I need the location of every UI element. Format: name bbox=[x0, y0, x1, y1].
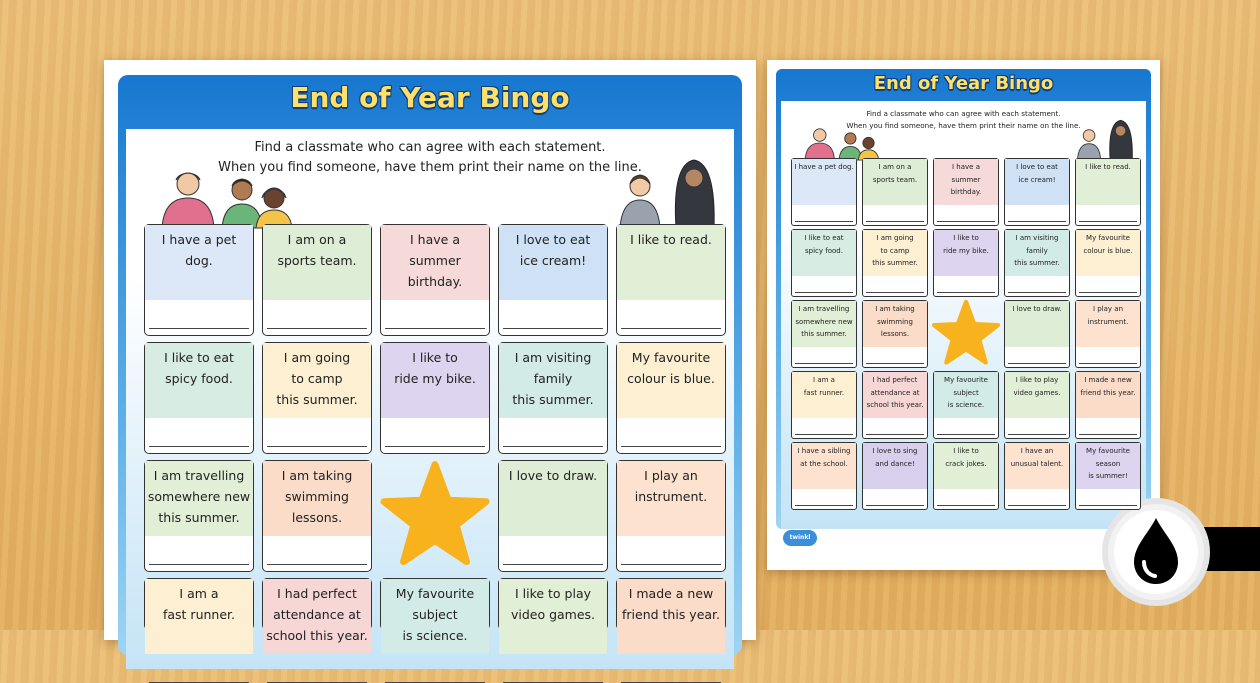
small-bingo-card bbox=[933, 442, 999, 510]
small-bingo-card bbox=[862, 442, 928, 510]
small-card-statement: My favourite colour is blue. bbox=[1083, 234, 1133, 255]
small-card-statement: I love to draw. bbox=[1012, 305, 1062, 313]
bingo-card bbox=[144, 224, 254, 336]
small-card-statement: I have a pet dog. bbox=[794, 163, 854, 171]
small-name-line[interactable] bbox=[1079, 434, 1137, 435]
small-sheet-title: End of Year Bingo bbox=[873, 73, 1054, 94]
instruction-line-2: When you find someone, have them print their name on the line. bbox=[218, 160, 642, 175]
small-children-illustration-right bbox=[1073, 118, 1139, 160]
name-line[interactable] bbox=[621, 446, 721, 447]
small-bingo-card bbox=[1075, 229, 1141, 297]
small-card-statement: I like to read. bbox=[1085, 163, 1131, 171]
name-line[interactable] bbox=[267, 328, 367, 329]
small-bingo-card bbox=[1004, 158, 1070, 226]
small-card-statement: I made a new friend this year. bbox=[1080, 376, 1136, 397]
small-bingo-card bbox=[862, 229, 928, 297]
small-bingo-card bbox=[791, 371, 857, 439]
small-name-line[interactable] bbox=[1079, 221, 1137, 222]
small-star-icon bbox=[931, 299, 1001, 369]
card-statement: I like to read. bbox=[630, 232, 712, 247]
small-card-statement: I am travelling somewhere new this summer. bbox=[795, 305, 853, 338]
card-statement: I am going to camp this summer. bbox=[276, 350, 358, 407]
card-statement: I love to draw. bbox=[508, 468, 598, 483]
small-card-statement: I like to play video games. bbox=[1013, 376, 1061, 397]
bingo-card bbox=[616, 578, 726, 630]
small-bingo-card bbox=[791, 300, 857, 368]
small-name-line[interactable] bbox=[866, 221, 924, 222]
small-bingo-card bbox=[862, 300, 928, 368]
small-name-line[interactable] bbox=[795, 221, 853, 222]
small-name-line[interactable] bbox=[1079, 292, 1137, 293]
name-line[interactable] bbox=[503, 564, 603, 565]
name-line[interactable] bbox=[503, 446, 603, 447]
bingo-card bbox=[498, 224, 608, 336]
ink-drop-badge[interactable] bbox=[1108, 504, 1204, 600]
name-line[interactable] bbox=[621, 564, 721, 565]
bingo-card bbox=[498, 578, 608, 630]
small-name-line[interactable] bbox=[1079, 363, 1137, 364]
small-card-statement: I play an instrument. bbox=[1087, 305, 1129, 326]
small-card-statement: I am visiting family this summer. bbox=[1014, 234, 1060, 267]
card-statement: I am visiting family this summer. bbox=[512, 350, 594, 407]
small-name-line[interactable] bbox=[795, 505, 853, 506]
small-card-statement: I am a fast runner. bbox=[803, 376, 845, 397]
bingo-card bbox=[262, 578, 372, 643]
star-icon bbox=[379, 460, 491, 572]
bingo-card bbox=[262, 224, 372, 336]
small-bingo-card bbox=[1004, 300, 1070, 368]
name-line[interactable] bbox=[385, 328, 485, 329]
bingo-card bbox=[144, 578, 254, 630]
small-bingo-card bbox=[862, 158, 928, 226]
card-statement: I had perfect attendance at school this year. bbox=[266, 586, 368, 643]
small-card-statement: I like to ride my bike. bbox=[943, 234, 989, 255]
small-children-illustration-left bbox=[799, 126, 887, 160]
bingo-card bbox=[262, 342, 372, 454]
small-name-line[interactable] bbox=[1079, 505, 1137, 506]
children-illustration-right bbox=[614, 156, 724, 228]
small-name-line[interactable] bbox=[795, 292, 853, 293]
small-name-line[interactable] bbox=[866, 505, 924, 506]
small-name-line[interactable] bbox=[1008, 434, 1066, 435]
ink-drop-icon bbox=[1108, 504, 1204, 600]
small-card-statement: I like to eat spicy food. bbox=[804, 234, 844, 255]
small-name-line[interactable] bbox=[937, 292, 995, 293]
instruction-line-1: Find a classmate who can agree with each statement. bbox=[254, 140, 606, 155]
small-name-line[interactable] bbox=[1008, 363, 1066, 364]
small-card-statement: I had perfect attendance at school this year. bbox=[866, 376, 924, 409]
card-statement: I am taking swimming lessons. bbox=[281, 468, 353, 525]
small-card-statement: My favourite season is summer! bbox=[1086, 447, 1130, 480]
small-name-line[interactable] bbox=[1008, 221, 1066, 222]
card-statement: I am travelling somewhere new this summer. bbox=[147, 468, 251, 525]
small-bingo-card bbox=[1075, 300, 1141, 368]
small-bingo-card bbox=[1004, 442, 1070, 510]
card-statement: I love to eat ice cream! bbox=[515, 232, 591, 268]
small-name-line[interactable] bbox=[1008, 505, 1066, 506]
small-card-statement: I love to sing and dance! bbox=[872, 447, 918, 468]
bingo-card bbox=[380, 224, 490, 336]
bingo-card bbox=[144, 460, 254, 572]
name-line[interactable] bbox=[267, 564, 367, 565]
large-sheet-title: End of Year Bingo bbox=[290, 81, 570, 114]
card-statement: I am on a sports team. bbox=[277, 232, 357, 268]
bingo-card bbox=[262, 460, 372, 572]
small-name-line[interactable] bbox=[795, 363, 853, 364]
bingo-card bbox=[380, 342, 490, 454]
small-bingo-card bbox=[933, 229, 999, 297]
small-name-line[interactable] bbox=[937, 434, 995, 435]
card-statement: I am a fast runner. bbox=[162, 586, 235, 622]
children-illustration-left bbox=[154, 168, 304, 228]
small-bingo-card bbox=[791, 442, 857, 510]
small-card-statement: I like to crack jokes. bbox=[945, 447, 987, 468]
small-name-line[interactable] bbox=[866, 434, 924, 435]
small-bingo-card bbox=[1004, 229, 1070, 297]
card-statement: I like to play video games. bbox=[510, 586, 596, 622]
small-bingo-card bbox=[862, 371, 928, 439]
card-statement: I made a new friend this year. bbox=[621, 586, 721, 622]
small-card-statement: I love to eat ice cream! bbox=[1016, 163, 1058, 184]
small-bingo-card bbox=[1075, 442, 1141, 510]
small-name-line[interactable] bbox=[866, 292, 924, 293]
card-statement: I like to ride my bike. bbox=[394, 350, 476, 386]
small-bingo-card bbox=[791, 229, 857, 297]
bingo-card bbox=[144, 342, 254, 454]
small-instruction-line-1: Find a classmate who can agree with each statement. bbox=[866, 109, 1061, 118]
name-line[interactable] bbox=[267, 446, 367, 447]
card-statement: I like to eat spicy food. bbox=[164, 350, 234, 386]
name-line[interactable] bbox=[385, 446, 485, 447]
small-name-line[interactable] bbox=[795, 434, 853, 435]
name-line[interactable] bbox=[149, 564, 249, 565]
small-instruction-line-2: When you find someone, have them print their name on the line. bbox=[846, 121, 1081, 130]
bingo-card bbox=[498, 342, 608, 454]
card-statement: I have a pet dog. bbox=[161, 232, 237, 268]
small-bingo-card bbox=[933, 158, 999, 226]
bingo-card bbox=[616, 460, 726, 572]
card-statement: My favourite colour is blue. bbox=[627, 350, 715, 386]
small-bingo-card bbox=[1004, 371, 1070, 439]
small-card-statement: I am on a sports team. bbox=[872, 163, 918, 184]
small-name-line[interactable] bbox=[937, 505, 995, 506]
bingo-card bbox=[498, 460, 608, 572]
name-line[interactable] bbox=[621, 328, 721, 329]
card-statement: I have a summer birthday. bbox=[407, 232, 463, 289]
twinkl-logo-text: twinkl bbox=[789, 534, 811, 541]
twinkl-logo bbox=[783, 530, 817, 546]
bingo-card bbox=[616, 342, 726, 454]
name-line[interactable] bbox=[503, 328, 603, 329]
small-card-statement: I am going to camp this summer. bbox=[872, 234, 918, 267]
bingo-card bbox=[380, 578, 490, 643]
card-statement: I play an instrument. bbox=[634, 468, 708, 504]
small-bingo-card bbox=[791, 158, 857, 226]
small-card-statement: I am taking swimming lessons. bbox=[875, 305, 915, 338]
small-card-statement: I have a sibling at the school. bbox=[797, 447, 851, 468]
small-card-statement: I have an unusual talent. bbox=[1010, 447, 1064, 468]
card-statement: My favourite subject is science. bbox=[395, 586, 475, 643]
small-bingo-card bbox=[1075, 158, 1141, 226]
small-bingo-card bbox=[1075, 371, 1141, 439]
small-name-line[interactable] bbox=[866, 363, 924, 364]
small-name-line[interactable] bbox=[937, 221, 995, 222]
name-line[interactable] bbox=[149, 328, 249, 329]
small-card-statement: My favourite subject is science. bbox=[944, 376, 988, 409]
small-name-line[interactable] bbox=[1008, 292, 1066, 293]
badge-bar bbox=[1196, 527, 1260, 571]
small-card-statement: I have a summer birthday. bbox=[950, 163, 982, 196]
name-line[interactable] bbox=[149, 446, 249, 447]
small-bingo-card bbox=[933, 371, 999, 439]
bingo-card bbox=[616, 224, 726, 336]
